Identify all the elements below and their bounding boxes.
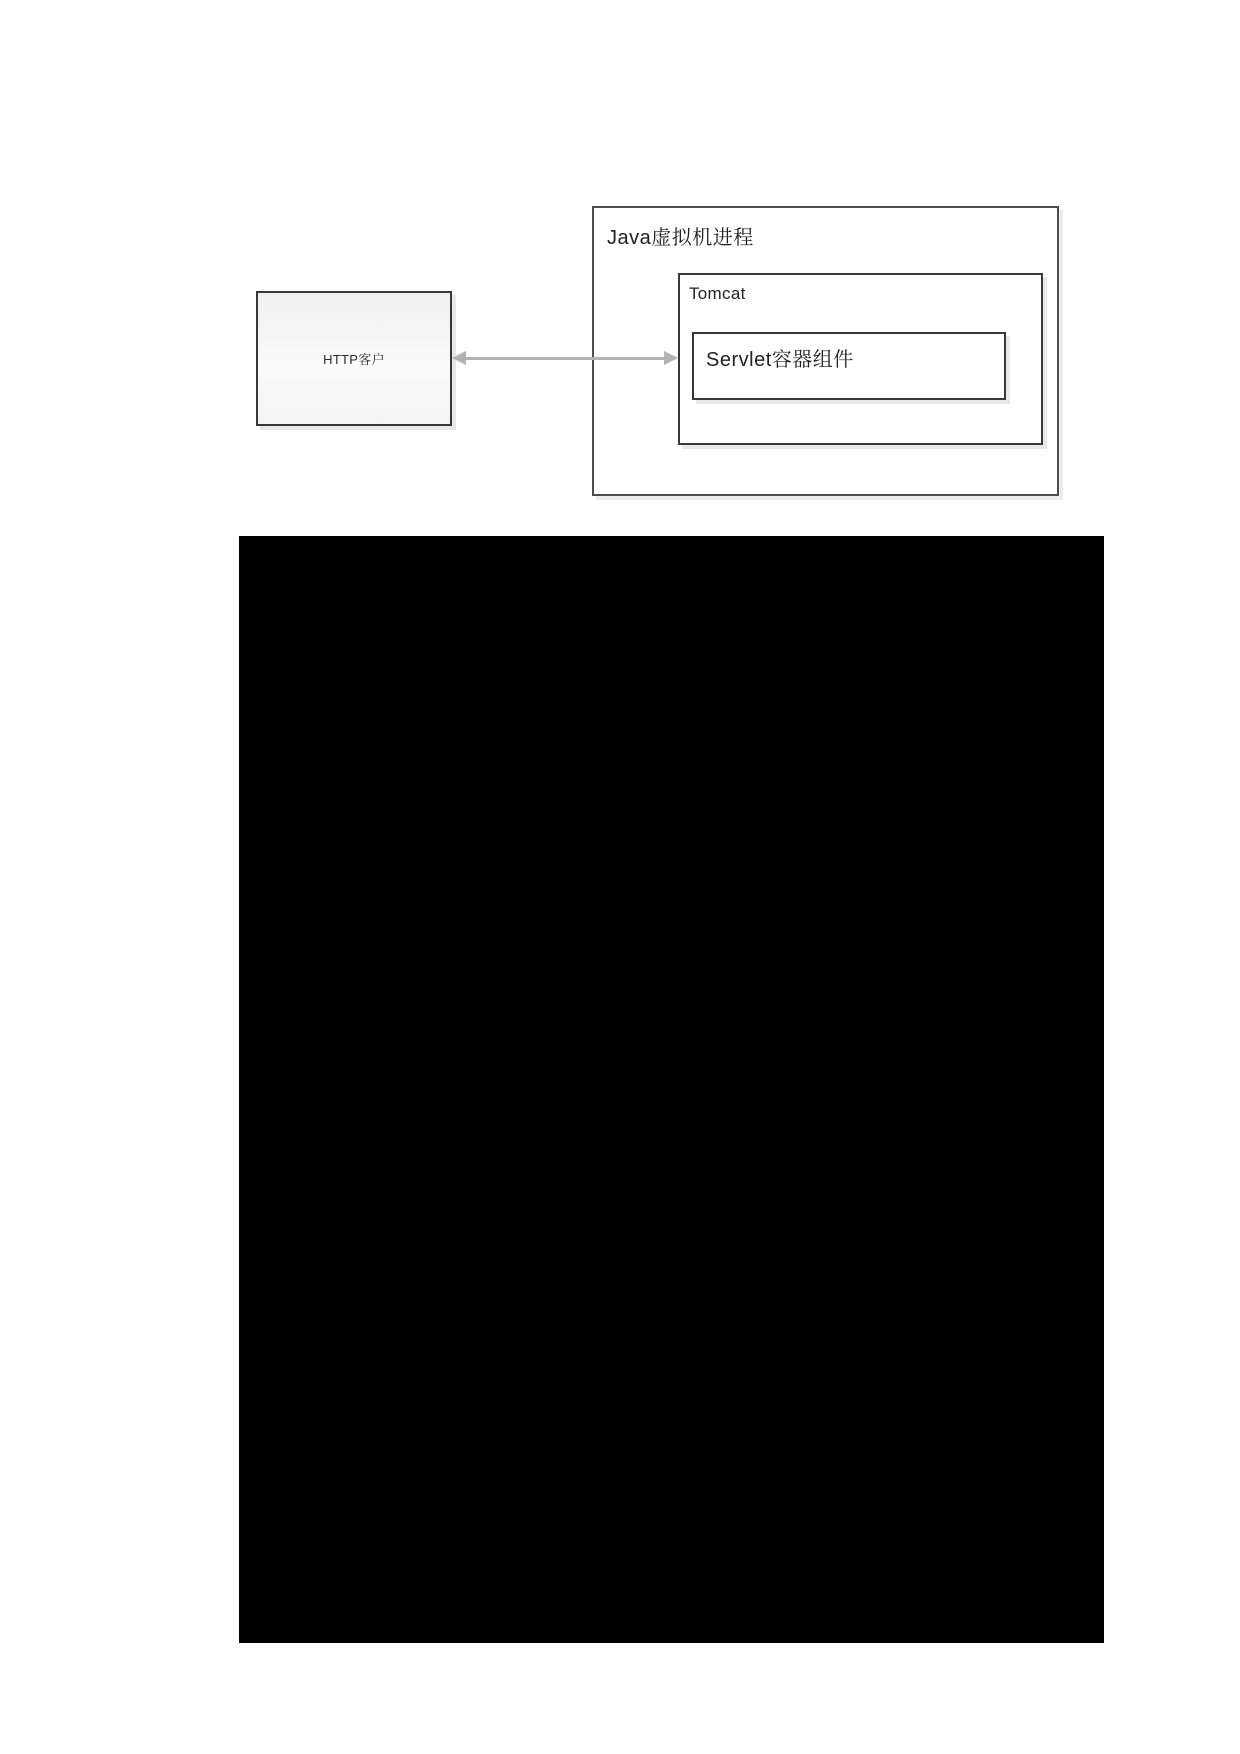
bidirectional-arrow-shaft	[464, 357, 666, 360]
tomcat-label: Tomcat	[689, 284, 746, 303]
arrow-left-head-icon	[452, 351, 466, 365]
http-client-label: HTTP客户	[323, 352, 385, 367]
jvm-process-label: Java虚拟机进程	[607, 227, 754, 249]
http-client-box	[256, 291, 452, 426]
blacked-out-image-region	[239, 536, 1104, 1643]
servlet-container-box	[692, 332, 1006, 400]
servlet-container-label: Servlet容器组件	[706, 349, 854, 371]
arrow-right-head-icon	[664, 351, 678, 365]
